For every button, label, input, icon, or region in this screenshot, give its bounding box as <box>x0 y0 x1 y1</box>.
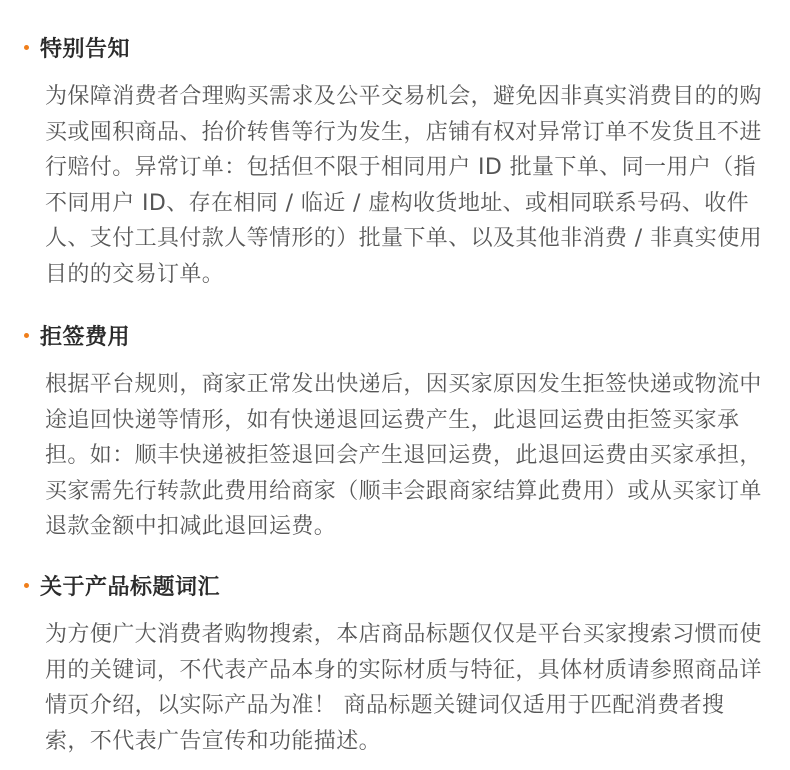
bullet-dot-icon <box>24 583 29 588</box>
section-title-title-keywords: 关于产品标题词汇 <box>40 574 221 600</box>
section-title-rejection-fee: 拒签费用 <box>40 324 131 350</box>
section-heading-title-keywords <box>24 570 220 600</box>
bullet-dot-icon <box>24 45 29 50</box>
section-title-special: 特别告知 <box>40 36 131 62</box>
section-heading-special <box>24 32 130 62</box>
section-body-title-keywords: 为方便广大消费者购物搜索，本店商品标题仅仅是平台买家搜索习惯而使用的关键词，不代表产品本身的实际材质与特征，具体材质请参照商品详情页介绍，以实际产品为准！ 商品标题关键词仅适用于匹配消费者搜索，不代表广告宣传和功能描述。 <box>45 622 762 754</box>
section-body-rejection-fee: 根据平台规则，商家正常发出快递后，因买家原因发生拒签快递或物流中途追回快递等情形，如有快递退回运费产生，此退回运费由拒签买家承担。如：顺丰快递被拒签退回会产生退回运费，此退回运费由买家承担，买家需先行转款此费用给商家（顺丰会跟商家结算此费用）或从买家订单退款金额中扣减此退回运费。 <box>45 372 762 539</box>
section-heading-rejection-fee <box>24 320 130 350</box>
bullet-dot-icon <box>24 333 29 338</box>
section-body-special: 为保障消费者合理购买需求及公平交易机会，避免因非真实消费目的的购买或囤积商品、抬价转售等行为发生，店铺有权对异常订单不发货且不进行赔付。异常订单：包括但不限于相同用户 ID 批量下单、同一用户（指不同用户 ID、存在相同 / 临近 / 虚构收货地址、或相同联系号码、收件人、支付工具付款人等情形的）批量下单、以及其他非消费 / 非真实使用目的的交易订单。 <box>45 84 763 287</box>
